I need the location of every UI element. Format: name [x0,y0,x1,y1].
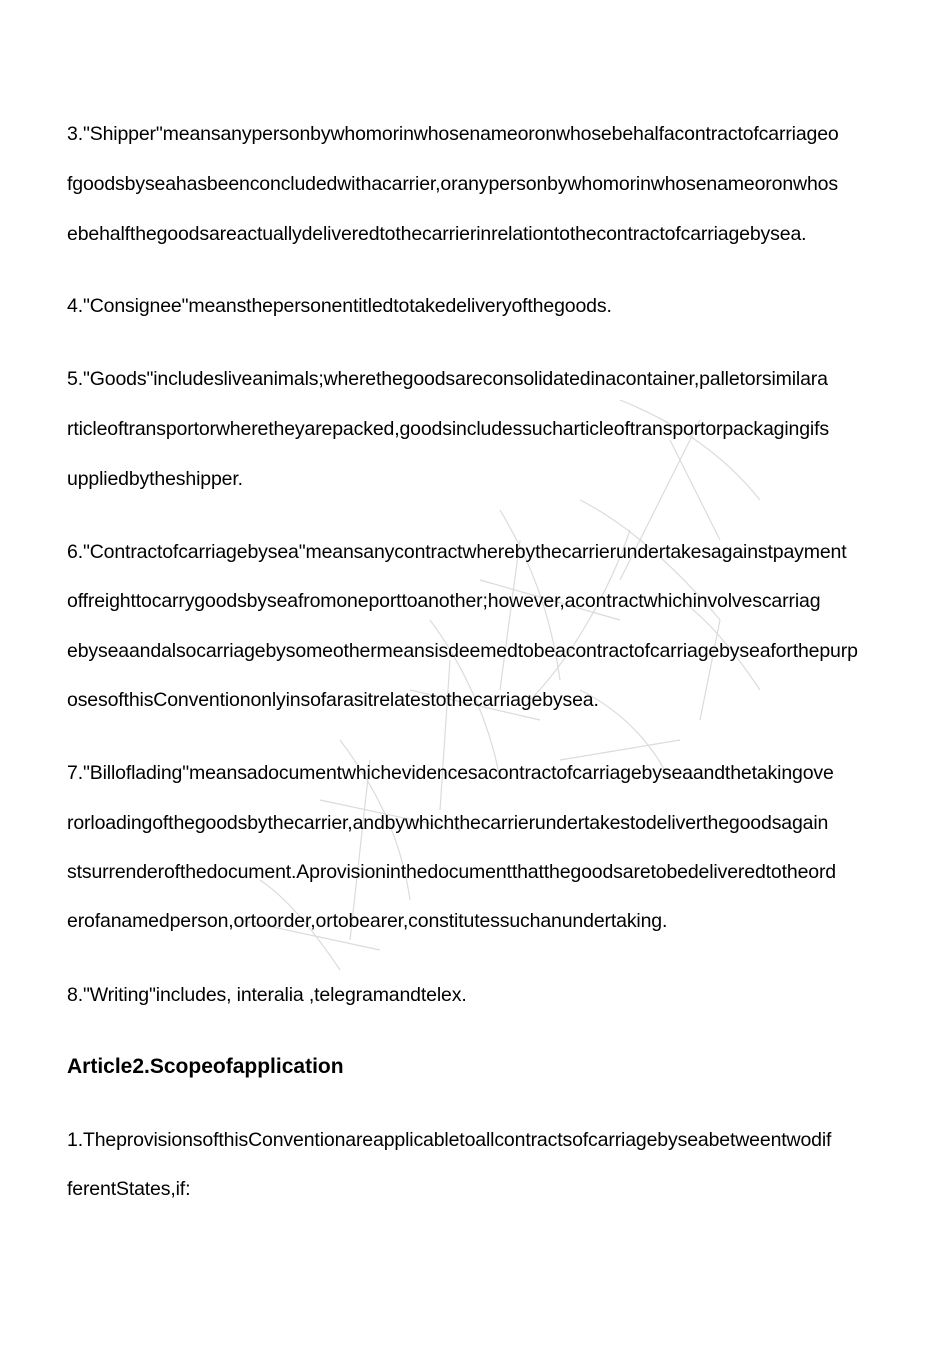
definition-7-line-3: stsurrenderofthedocument.Aprovisioninthedocumentthatthegoodsaretobedeliveredtotheord [67,861,837,883]
article-2-heading: Article2.Scopeofapplication [67,1055,344,1078]
definition-3-line-3: ebehalfthegoodsareactuallydeliveredtothecarrierinrelationtothecontractofcarriagebysea. [67,223,807,245]
definition-7-line-4: erofanamedperson,ortoorder,ortobearer,constitutessuchanundertaking. [67,910,668,932]
definition-6-line-3: ebyseaandalsocarriagebysomeothermeansisdeemedtobeacontractofcarriagebyseaforthepurp [67,640,858,662]
definition-7-line-1: 7."Billoflading"meansadocumentwhichevidencesacontractofcarriagebyseaandthetakingove [67,762,834,784]
definition-6-line-1: 6."Contractofcarriagebysea"meansanycontractwherebythecarrierundertakesagainstpayment [67,541,847,563]
definition-6-line-2: offreighttocarrygoodsbyseafromoneporttoanother;however,acontractwhichinvolvescarriag [67,590,821,612]
definition-4-line-1: 4."Consignee"meansthepersonentitledtotakedeliveryofthegoods. [67,295,612,317]
definition-6-line-4: osesofthisConventiononlyinsofarasitrelatestothecarriagebysea. [67,689,599,711]
definition-5-line-1: 5."Goods"includesliveanimals;wherethegoodsareconsolidatedinacontainer,palletorsimilara [67,368,828,390]
article-2-paragraph-1-line-2: ferentStates,if: [67,1178,191,1200]
definition-5-line-3: uppliedbytheshipper. [67,468,243,490]
definition-5-line-2: rticleoftransportorwheretheyarepacked,goodsincludessucharticleoftransportorpackagingifs [67,418,829,440]
article-2-paragraph-1-line-1: 1.TheprovisionsofthisConventionareapplicabletoallcontractsofcarriagebyseabetweentwodif [67,1129,832,1151]
definition-3-line-2: fgoodsbyseahasbeenconcludedwithacarrier,oranypersonbywhomorinwhosenameoronwhos [67,173,838,195]
definition-3-line-1: 3."Shipper"meansanypersonbywhomorinwhosenameoronwhosebehalfacontractofcarriageo [67,123,839,145]
definition-7-line-2: rorloadingofthegoodsbythecarrier,andbywhichthecarrierundertakestodeliverthegoodsagain [67,812,829,834]
watermark-icon [200,360,820,980]
definition-8-line-1: 8."Writing"includes, interalia ,telegramandtelex. [67,984,467,1006]
